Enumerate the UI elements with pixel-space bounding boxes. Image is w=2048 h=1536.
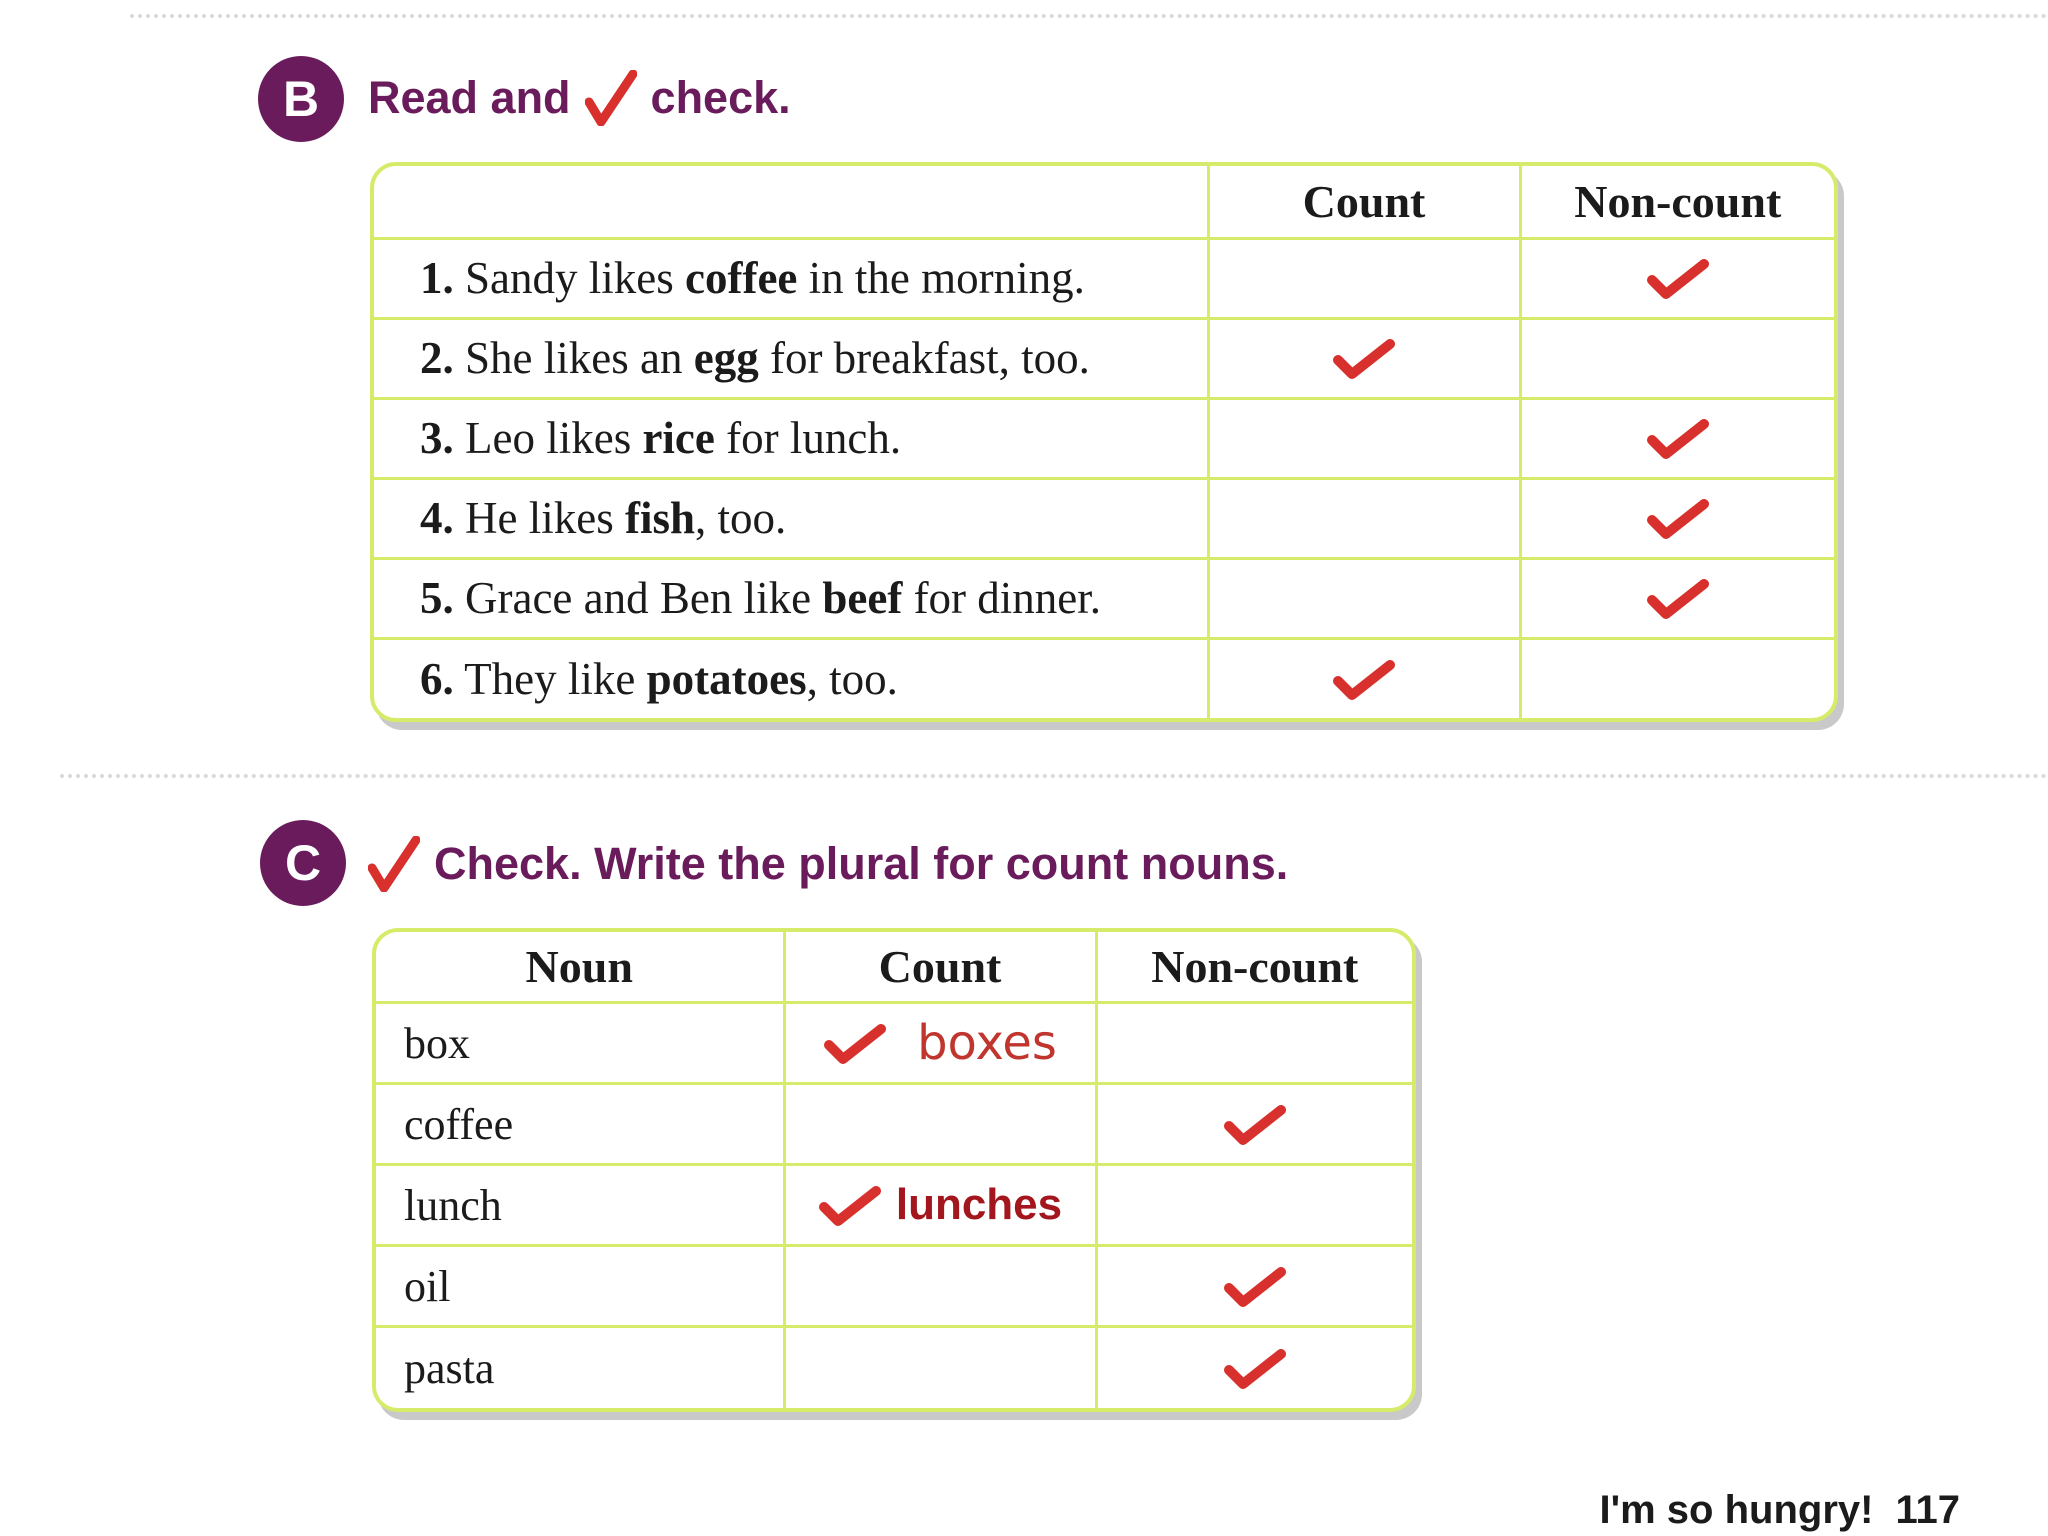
- header-blank: [374, 166, 1208, 238]
- sentence-noun: egg: [693, 333, 759, 383]
- checkmark-icon: [1646, 496, 1710, 540]
- noun-cell: lunch: [376, 1165, 784, 1246]
- header-noncount: Non-count: [1520, 166, 1834, 238]
- checkmark-icon: [1646, 576, 1710, 620]
- sentence-pre: Leo likes: [453, 413, 643, 463]
- sentence-pre: Grace and Ben like: [453, 573, 823, 623]
- sentence-pre: She likes an: [453, 333, 694, 383]
- checkmark-icon: [1332, 657, 1396, 701]
- sentence-post: for lunch.: [714, 413, 902, 463]
- plural-answer[interactable]: boxes: [917, 1015, 1057, 1072]
- section-c-badge: [260, 820, 346, 906]
- sentence-cell: [374, 478, 1208, 558]
- count-cell[interactable]: [784, 1165, 1096, 1246]
- noncount-cell[interactable]: [1520, 478, 1834, 558]
- noncount-cell[interactable]: [1520, 398, 1834, 478]
- noncount-cell[interactable]: [1096, 1327, 1412, 1408]
- sentence-number: 5.: [420, 573, 454, 623]
- count-cell[interactable]: [1208, 238, 1520, 318]
- header-count: Count: [784, 932, 1096, 1003]
- page-number: 117: [1895, 1488, 1960, 1532]
- count-cell[interactable]: [1208, 558, 1520, 638]
- table-row: [376, 1165, 1412, 1246]
- checkmark-icon: [585, 70, 637, 126]
- section-c-heading: [368, 836, 1288, 892]
- checkmark-icon: [1223, 1102, 1287, 1146]
- table-row: [374, 398, 1834, 478]
- noncount-cell[interactable]: [1520, 638, 1834, 718]
- sentence-cell: [374, 238, 1208, 318]
- checkmark-icon: [1646, 256, 1710, 300]
- sentence-cell: [374, 398, 1208, 478]
- section-c-table: [372, 928, 1416, 1412]
- noncount-cell[interactable]: [1520, 238, 1834, 318]
- section-b-table: [370, 162, 1838, 722]
- count-cell[interactable]: [784, 1003, 1096, 1084]
- middle-dotted-divider: [60, 774, 2048, 778]
- sentence-noun: fish: [624, 493, 695, 543]
- table-row: [374, 478, 1834, 558]
- noncount-cell[interactable]: [1520, 558, 1834, 638]
- count-cell[interactable]: [784, 1327, 1096, 1408]
- count-cell[interactable]: [1208, 478, 1520, 558]
- sentence-noun: potatoes: [646, 653, 807, 704]
- checkmark-icon: [818, 1183, 882, 1227]
- noncount-cell[interactable]: [1096, 1084, 1412, 1165]
- table-header-row: [374, 166, 1834, 238]
- noncount-cell[interactable]: [1096, 1165, 1412, 1246]
- page-footer: [1600, 1488, 1961, 1533]
- header-noun: Noun: [376, 932, 784, 1003]
- table-row: [376, 1003, 1412, 1084]
- sentence-cell: [374, 638, 1208, 718]
- sentence-noun: rice: [642, 413, 715, 463]
- sentence-number: 2.: [420, 333, 454, 383]
- checkmark-icon: [368, 836, 420, 892]
- count-cell[interactable]: [1208, 398, 1520, 478]
- table-row: [374, 638, 1834, 718]
- section-c-letter: C: [284, 835, 322, 891]
- sentence-post: for breakfast, too.: [758, 333, 1090, 383]
- section-b-letter: B: [282, 71, 320, 127]
- sentence-post: , too.: [695, 493, 787, 543]
- footer-title: I'm so hungry!: [1599, 1488, 1874, 1532]
- checkmark-icon: [1646, 416, 1710, 460]
- table-row: [376, 1084, 1412, 1165]
- section-b-heading: [368, 70, 791, 126]
- header-noncount: Non-count: [1096, 932, 1412, 1003]
- sentence-cell: [374, 318, 1208, 398]
- table-header-row: [376, 932, 1412, 1003]
- noncount-cell[interactable]: [1520, 318, 1834, 398]
- checkmark-icon: [1223, 1264, 1287, 1308]
- sentence-number: 1.: [420, 253, 454, 303]
- checkmark-icon: [1332, 336, 1396, 380]
- noncount-cell[interactable]: [1096, 1003, 1412, 1084]
- count-cell[interactable]: [1208, 638, 1520, 718]
- count-cell[interactable]: [1208, 318, 1520, 398]
- noun-cell: pasta: [376, 1327, 784, 1408]
- checkmark-icon: [1223, 1346, 1287, 1390]
- sentence-noun: coffee: [685, 253, 798, 303]
- sentence-cell: [374, 558, 1208, 638]
- sentence-number: 4.: [420, 493, 454, 543]
- sentence-noun: beef: [822, 573, 903, 623]
- table-row: [376, 1246, 1412, 1327]
- checkmark-icon: [823, 1021, 887, 1065]
- noncount-cell[interactable]: [1096, 1246, 1412, 1327]
- table-row: [374, 238, 1834, 318]
- noun-cell: coffee: [376, 1084, 784, 1165]
- table-row: [374, 318, 1834, 398]
- table-row: [374, 558, 1834, 638]
- count-cell[interactable]: [784, 1084, 1096, 1165]
- sentence-number: 6.: [420, 653, 454, 704]
- noun-cell: box: [376, 1003, 784, 1084]
- sentence-pre: He likes: [453, 493, 625, 543]
- section-b-heading-before: Read and: [368, 72, 571, 123]
- noun-cell: oil: [376, 1246, 784, 1327]
- header-count: Count: [1208, 166, 1520, 238]
- section-c-heading-text: Check. Write the plural for count nouns.: [434, 838, 1289, 889]
- count-cell[interactable]: [784, 1246, 1096, 1327]
- sentence-pre: Sandy likes: [453, 253, 685, 303]
- table-row: [376, 1327, 1412, 1408]
- top-dotted-divider: [130, 14, 2048, 18]
- sentence-number: 3.: [420, 413, 454, 463]
- sentence-post: in the morning.: [797, 253, 1085, 303]
- sentence-pre: They like: [453, 653, 647, 704]
- sentence-post: , too.: [806, 653, 898, 704]
- plural-answer[interactable]: lunches: [895, 1180, 1063, 1230]
- section-b-badge: [258, 56, 344, 142]
- section-b-heading-after: check.: [650, 72, 791, 123]
- sentence-post: for dinner.: [902, 573, 1102, 623]
